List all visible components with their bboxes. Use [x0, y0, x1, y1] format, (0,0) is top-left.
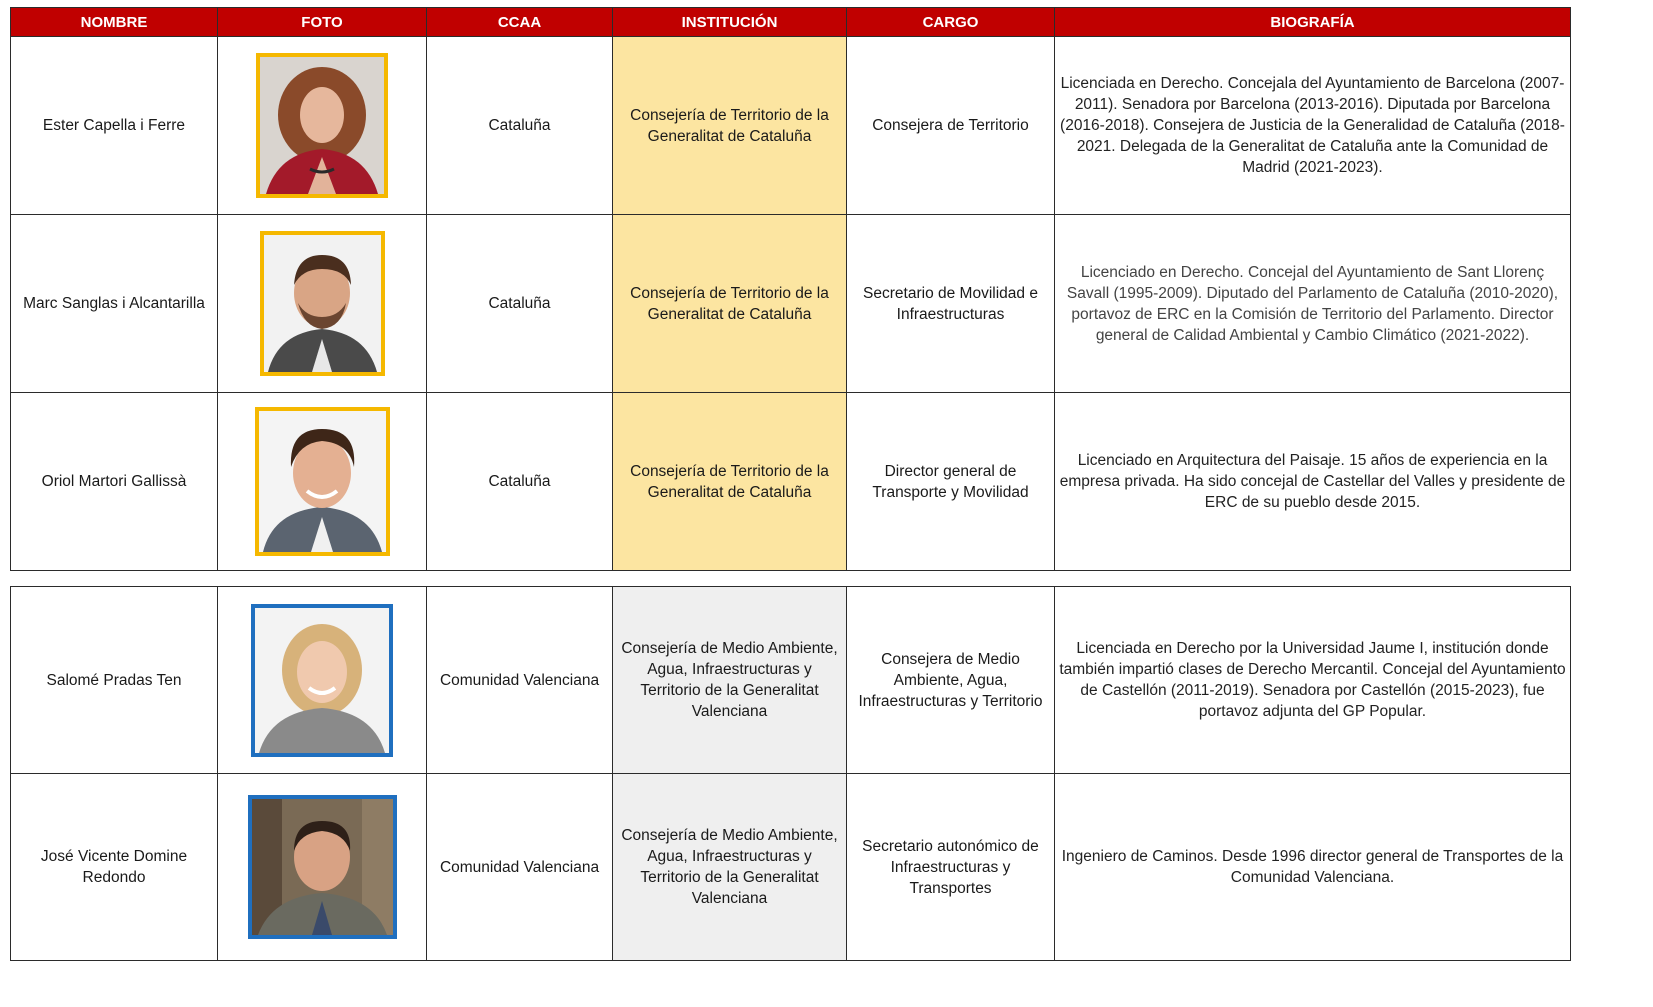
cargo-cell: Director general de Transporte y Movilidad: [847, 393, 1055, 571]
header-ccaa: CCAA: [427, 8, 613, 37]
ccaa-cell: Comunidad Valenciana: [427, 774, 613, 961]
institucion-cell: Consejería de Territorio de la Generalitat de Cataluña: [613, 215, 847, 393]
nombre-cell: Marc Sanglas i Alcantarilla: [11, 215, 218, 393]
portrait-woman-curly-hair-icon: [256, 53, 388, 198]
institucion-cell: Consejería de Medio Ambiente, Agua, Infraestructuras y Territorio de la Generalitat Valenciana: [613, 774, 847, 961]
ccaa-cell: Cataluña: [427, 393, 613, 571]
officials-table-valenciana: [10, 586, 1571, 961]
ccaa-cell: Cataluña: [427, 37, 613, 215]
foto-cell: [218, 215, 427, 393]
biografia-cell: Licenciado en Derecho. Concejal del Ayuntamiento de Sant Llorenç Savall (1995-2009). Diputado del Parlamento de Cataluña (2010-2020), portavoz de ERC en la Comisión de Territorio del Parlamento. Director general de Calidad Ambiental y Cambio Climático (2021-2022).: [1055, 215, 1571, 393]
officials-table-cataluna: [10, 7, 1571, 571]
table-row: [11, 37, 1571, 215]
header-nombre: NOMBRE: [11, 8, 218, 37]
nombre-cell: Oriol Martori Gallissà: [11, 393, 218, 571]
biografia-cell: Licenciado en Arquitectura del Paisaje. 15 años de experiencia en la empresa privada. Ha sido concejal de Castellar del Valles y presidente de ERC de su pueblo desde 2015.: [1055, 393, 1571, 571]
foto-cell: [218, 774, 427, 961]
ccaa-cell: Comunidad Valenciana: [427, 587, 613, 774]
institucion-cell: Consejería de Medio Ambiente, Agua, Infraestructuras y Territorio de la Generalitat Valenciana: [613, 587, 847, 774]
nombre-cell: José Vicente Domine Redondo: [11, 774, 218, 961]
nombre-cell: Ester Capella i Ferre: [11, 37, 218, 215]
ccaa-cell: Cataluña: [427, 215, 613, 393]
cargo-cell: Secretario de Movilidad e Infraestructuras: [847, 215, 1055, 393]
foto-cell: [218, 37, 427, 215]
biografia-cell: Licenciada en Derecho. Concejala del Ayuntamiento de Barcelona (2007-2011). Senadora por Barcelona (2013-2016). Diputada por Barcelona (2016-2018). Consejera de Justicia de la Generalidad de Cataluña (2018-2021. Delegada de la Generalitat de Cataluña ante la Comunidad de Madrid (2021-2023).: [1055, 37, 1571, 215]
table-row: [11, 393, 1571, 571]
cargo-cell: Consejera de Medio Ambiente, Agua, Infraestructuras y Territorio: [847, 587, 1055, 774]
portrait-man-beard-icon: [260, 231, 385, 376]
header-foto: FOTO: [218, 8, 427, 37]
foto-cell: [218, 587, 427, 774]
foto-cell: [218, 393, 427, 571]
table-header-row: [11, 8, 1571, 37]
biografia-cell: Ingeniero de Caminos. Desde 1996 director general de Transportes de la Comunidad Valenciana.: [1055, 774, 1571, 961]
cargo-cell: Secretario autonómico de Infraestructuras y Transportes: [847, 774, 1055, 961]
table-row: [11, 587, 1571, 774]
institucion-cell: Consejería de Territorio de la Generalitat de Cataluña: [613, 37, 847, 215]
cargo-cell: Consejera de Territorio: [847, 37, 1055, 215]
header-biografia: BIOGRAFÍA: [1055, 8, 1571, 37]
institucion-cell: Consejería de Territorio de la Generalitat de Cataluña: [613, 393, 847, 571]
table-row: [11, 774, 1571, 961]
biografia-cell: Licenciada en Derecho por la Universidad Jaume I, institución donde también impartió clases de Derecho Mercantil. Concejal del Ayuntamiento de Castellón (2011-2019). Senadora por Castellón (2015-2023), fue portavoz adjunta del GP Popular.: [1055, 587, 1571, 774]
table-row: [11, 215, 1571, 393]
portrait-man-smiling-icon: [255, 407, 390, 556]
header-cargo: CARGO: [847, 8, 1055, 37]
header-institucion: INSTITUCIÓN: [613, 8, 847, 37]
portrait-woman-blonde-icon: [251, 604, 393, 757]
nombre-cell: Salomé Pradas Ten: [11, 587, 218, 774]
portrait-man-office-icon: [248, 795, 397, 939]
